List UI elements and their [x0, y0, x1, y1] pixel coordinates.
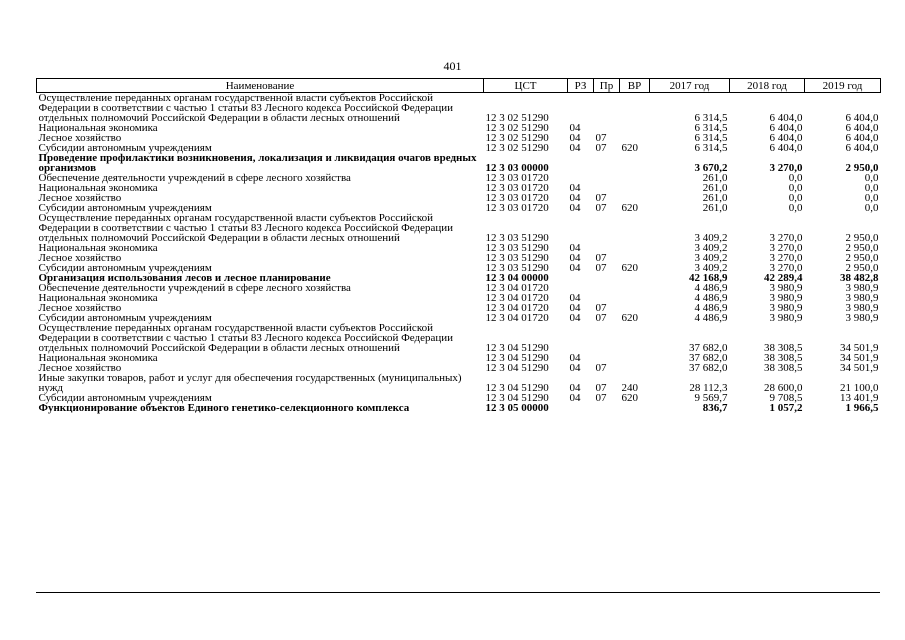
row-rz: 04 [569, 382, 581, 394]
table-header-row [37, 79, 881, 93]
row-cst: 12 3 04 51290 [485, 362, 549, 374]
row-name: Осуществление переданных органам государственной власти субъектов Российской Федерации в соответствии с частью 1 статьи 83 Лесного кодекса Российской Федерации отдельных полномочий Российской Федерации в области лесных отношений [38, 92, 454, 124]
column-header-2017: 2017 год [650, 79, 730, 93]
column-header-vr: ВР [620, 79, 650, 93]
row-name: Национальная экономика [38, 242, 158, 254]
row-value-2019: 2 950,0 [845, 252, 879, 264]
row-cst: 12 3 03 01720 [485, 192, 549, 204]
row-value-2017: 261,0 [702, 192, 728, 204]
row-name: Проведение профилактики возникновения, локализация и ликвидация очагов вредных организмов [38, 152, 477, 174]
row-value-2017: 261,0 [702, 202, 728, 214]
row-rz: 04 [569, 132, 581, 144]
row-value-2017: 4 486,9 [694, 312, 728, 324]
row-vr: 620 [621, 142, 638, 154]
row-value-2018: 6 404,0 [769, 132, 803, 144]
row-value-2017: 6 314,5 [694, 132, 728, 144]
row-name: Обеспечение деятельности учреждений в сфере лесного хозяйства [38, 172, 351, 184]
row-value-2019: 6 404,0 [845, 132, 879, 144]
row-value-2018: 38 308,5 [764, 362, 803, 374]
row-value-2018: 0,0 [788, 192, 803, 204]
row-cst: 12 3 04 51290 [485, 352, 549, 364]
row-pr: 07 [595, 252, 607, 264]
row-value-2019: 1 966,5 [845, 402, 879, 414]
row-value-2019: 6 404,0 [845, 112, 879, 124]
row-rz: 04 [569, 302, 581, 314]
row-cst: 12 3 03 51290 [485, 252, 549, 264]
row-pr: 07 [595, 262, 607, 274]
row-pr [594, 323, 620, 353]
row-pr: 07 [595, 312, 607, 324]
row-value-2019: 2 950,0 [845, 162, 879, 174]
row-vr [620, 123, 650, 133]
row-cst: 12 3 04 51290 [485, 342, 549, 354]
row-cst: 12 3 02 51290 [485, 132, 549, 144]
row-value-2018: 3 270,0 [769, 232, 803, 244]
row-value-2017: 42 168,9 [689, 272, 728, 284]
row-rz [568, 153, 594, 173]
row-value-2017: 3 409,2 [694, 252, 728, 264]
row-value-2019: 6 404,0 [845, 142, 879, 154]
row-pr: 07 [595, 192, 607, 204]
row-vr [620, 93, 650, 124]
row-rz: 04 [569, 392, 581, 404]
row-cst: 12 3 04 01720 [485, 302, 549, 314]
row-value-2017: 6 314,5 [694, 142, 728, 154]
table-row [37, 283, 881, 293]
row-pr: 07 [595, 392, 607, 404]
table-row [37, 323, 881, 353]
row-value-2018: 6 404,0 [769, 112, 803, 124]
row-cst: 12 3 03 01720 [485, 202, 549, 214]
row-value-2018: 3 270,0 [769, 262, 803, 274]
row-value-2019: 0,0 [864, 192, 879, 204]
row-name: Национальная экономика [38, 182, 158, 194]
row-rz [568, 273, 594, 283]
row-vr [620, 323, 650, 353]
table-row [37, 123, 881, 133]
row-vr [620, 243, 650, 253]
row-value-2017: 836,7 [702, 402, 728, 414]
row-value-2018: 3 980,9 [769, 312, 803, 324]
row-cst: 12 3 04 01720 [485, 292, 549, 304]
row-value-2017: 9 569,7 [694, 392, 728, 404]
row-value-2018: 3 270,0 [769, 252, 803, 264]
row-value-2019: 38 482,8 [840, 272, 879, 284]
table-row [37, 93, 881, 124]
row-cst: 12 3 04 01720 [485, 312, 549, 324]
row-value-2019: 34 501,9 [840, 352, 879, 364]
row-vr [620, 293, 650, 303]
row-name: Функционирование объектов Единого генетико-селекционного комплекса [38, 402, 410, 414]
row-vr: 620 [621, 262, 638, 274]
row-rz: 04 [569, 362, 581, 374]
row-value-2017: 3 409,2 [694, 232, 728, 244]
row-value-2018: 6 404,0 [769, 122, 803, 134]
row-name: Организация использования лесов и лесное планирование [38, 272, 331, 284]
row-name: Лесное хозяйство [38, 192, 122, 204]
row-cst: 12 3 04 51290 [485, 382, 549, 394]
row-value-2017: 6 314,5 [694, 122, 728, 134]
page-number: 401 [443, 59, 462, 73]
row-vr: 620 [621, 312, 638, 324]
row-value-2018: 38 308,5 [764, 352, 803, 364]
table-row [37, 173, 881, 183]
row-value-2019: 13 401,9 [840, 392, 879, 404]
row-value-2017: 37 682,0 [689, 342, 728, 354]
column-header-name: Наименование [37, 79, 484, 93]
table-row [37, 373, 881, 393]
row-vr: 240 [621, 382, 638, 394]
table-row [37, 243, 881, 253]
row-value-2019: 3 980,9 [845, 282, 879, 294]
row-rz: 04 [569, 312, 581, 324]
row-name: Обеспечение деятельности учреждений в сфере лесного хозяйства [38, 282, 351, 294]
row-name: Субсидии автономным учреждениям [38, 312, 212, 324]
row-pr: 07 [595, 132, 607, 144]
column-header-cst: ЦСТ [484, 79, 568, 93]
row-pr [594, 403, 620, 413]
table-row [37, 183, 881, 193]
row-value-2017: 37 682,0 [689, 362, 728, 374]
row-cst: 12 3 03 51290 [485, 242, 549, 254]
column-header-2018: 2018 год [730, 79, 805, 93]
row-value-2017: 3 409,2 [694, 242, 728, 254]
row-value-2018: 3 980,9 [769, 292, 803, 304]
row-cst: 12 3 02 51290 [485, 112, 549, 124]
row-value-2017: 4 486,9 [694, 282, 728, 294]
row-value-2017: 28 112,3 [689, 382, 728, 394]
row-rz: 04 [569, 242, 581, 254]
row-rz [568, 213, 594, 243]
row-cst: 12 3 04 51290 [485, 392, 549, 404]
row-rz [568, 323, 594, 353]
row-cst: 12 3 05 00000 [485, 402, 549, 414]
row-cst: 12 3 04 01720 [485, 282, 549, 294]
row-pr [594, 283, 620, 293]
row-value-2019: 2 950,0 [845, 232, 879, 244]
row-name: Национальная экономика [38, 352, 158, 364]
table-row [37, 403, 881, 413]
row-value-2018: 38 308,5 [764, 342, 803, 354]
row-value-2018: 9 708,5 [769, 392, 803, 404]
row-value-2018: 0,0 [788, 182, 803, 194]
row-value-2018: 3 980,9 [769, 302, 803, 314]
budget-table [36, 78, 881, 413]
row-rz: 04 [569, 142, 581, 154]
row-value-2019: 3 980,9 [845, 302, 879, 314]
row-pr [594, 173, 620, 183]
row-value-2018: 0,0 [788, 172, 803, 184]
row-name: Национальная экономика [38, 292, 158, 304]
table-row [37, 293, 881, 303]
row-value-2019: 0,0 [864, 202, 879, 214]
table-row [37, 213, 881, 243]
row-cst: 12 3 03 51290 [485, 262, 549, 274]
row-rz: 04 [569, 252, 581, 264]
row-cst: 12 3 02 51290 [485, 142, 549, 154]
row-rz [568, 93, 594, 124]
row-cst: 12 3 03 01720 [485, 172, 549, 184]
row-pr [594, 273, 620, 283]
row-name: Осуществление переданных органам государственной власти субъектов Российской Федерации в соответствии с частью 1 статьи 83 Лесного кодекса Российской Федерации отдельных полномочий Российской Федерации в области лесных отношений [38, 212, 454, 244]
row-name: Лесное хозяйство [38, 132, 122, 144]
row-vr [620, 213, 650, 243]
row-value-2017: 4 486,9 [694, 302, 728, 314]
row-value-2019: 34 501,9 [840, 342, 879, 354]
row-pr: 07 [595, 142, 607, 154]
row-value-2017: 37 682,0 [689, 352, 728, 364]
row-pr: 07 [595, 302, 607, 314]
row-rz: 04 [569, 352, 581, 364]
row-value-2019: 0,0 [864, 182, 879, 194]
row-vr: 620 [621, 392, 638, 404]
row-name: Субсидии автономным учреждениям [38, 142, 212, 154]
row-name: Национальная экономика [38, 122, 158, 134]
row-cst: 12 3 03 00000 [485, 162, 549, 174]
row-rz: 04 [569, 202, 581, 214]
row-vr [620, 353, 650, 363]
column-header-rz: РЗ [568, 79, 594, 93]
row-vr [620, 183, 650, 193]
row-value-2019: 3 980,9 [845, 312, 879, 324]
row-value-2019: 0,0 [864, 172, 879, 184]
row-vr [620, 273, 650, 283]
row-value-2018: 28 600,0 [764, 382, 803, 394]
row-cst: 12 3 04 00000 [485, 272, 549, 284]
row-pr [594, 153, 620, 173]
row-value-2018: 6 404,0 [769, 142, 803, 154]
row-value-2018: 0,0 [788, 202, 803, 214]
row-name: Осуществление переданных органам государственной власти субъектов Российской Федерации в соответствии с частью 1 статьи 83 Лесного кодекса Российской Федерации отдельных полномочий Российской Федерации в области лесных отношений [38, 322, 454, 354]
row-rz: 04 [569, 122, 581, 134]
row-value-2019: 3 980,9 [845, 292, 879, 304]
row-value-2017: 261,0 [702, 182, 728, 194]
table-row [37, 353, 881, 363]
row-value-2018: 3 980,9 [769, 282, 803, 294]
row-rz [568, 403, 594, 413]
row-value-2017: 4 486,9 [694, 292, 728, 304]
row-value-2018: 42 289,4 [764, 272, 803, 284]
row-value-2018: 3 270,0 [769, 242, 803, 254]
row-vr [620, 363, 650, 373]
row-pr: 07 [595, 382, 607, 394]
row-value-2017: 3 670,2 [694, 162, 728, 174]
row-value-2018: 1 057,2 [769, 402, 803, 414]
row-vr [620, 403, 650, 413]
row-name: Лесное хозяйство [38, 252, 122, 264]
column-header-pr: Пр [594, 79, 620, 93]
row-name: Субсидии автономным учреждениям [38, 202, 212, 214]
row-rz: 04 [569, 292, 581, 304]
row-rz: 04 [569, 192, 581, 204]
row-value-2019: 21 100,0 [840, 382, 879, 394]
row-vr [620, 173, 650, 183]
row-name: Субсидии автономным учреждениям [38, 262, 212, 274]
row-rz: 04 [569, 262, 581, 274]
row-pr: 07 [595, 202, 607, 214]
row-name: Лесное хозяйство [38, 302, 122, 314]
column-header-2019: 2019 год [805, 79, 881, 93]
row-vr: 620 [621, 202, 638, 214]
row-vr [620, 153, 650, 173]
row-name: Лесное хозяйство [38, 362, 122, 374]
row-pr [594, 213, 620, 243]
row-value-2018: 3 270,0 [769, 162, 803, 174]
row-name: Иные закупки товаров, работ и услуг для обеспечения государственных (муниципальных) нужд [38, 372, 462, 394]
row-value-2019: 34 501,9 [840, 362, 879, 374]
row-cst: 12 3 03 51290 [485, 232, 549, 244]
row-pr [594, 93, 620, 124]
row-value-2019: 6 404,0 [845, 122, 879, 134]
row-name: Субсидии автономным учреждениям [38, 392, 212, 404]
row-cst: 12 3 02 51290 [485, 122, 549, 134]
row-value-2017: 3 409,2 [694, 262, 728, 274]
row-value-2019: 2 950,0 [845, 242, 879, 254]
row-value-2019: 2 950,0 [845, 262, 879, 274]
row-rz: 04 [569, 182, 581, 194]
row-vr [620, 283, 650, 293]
table-row [37, 153, 881, 173]
row-pr: 07 [595, 362, 607, 374]
row-value-2017: 6 314,5 [694, 112, 728, 124]
row-cst: 12 3 03 01720 [485, 182, 549, 194]
row-value-2017: 261,0 [702, 172, 728, 184]
bottom-rule [36, 592, 880, 593]
